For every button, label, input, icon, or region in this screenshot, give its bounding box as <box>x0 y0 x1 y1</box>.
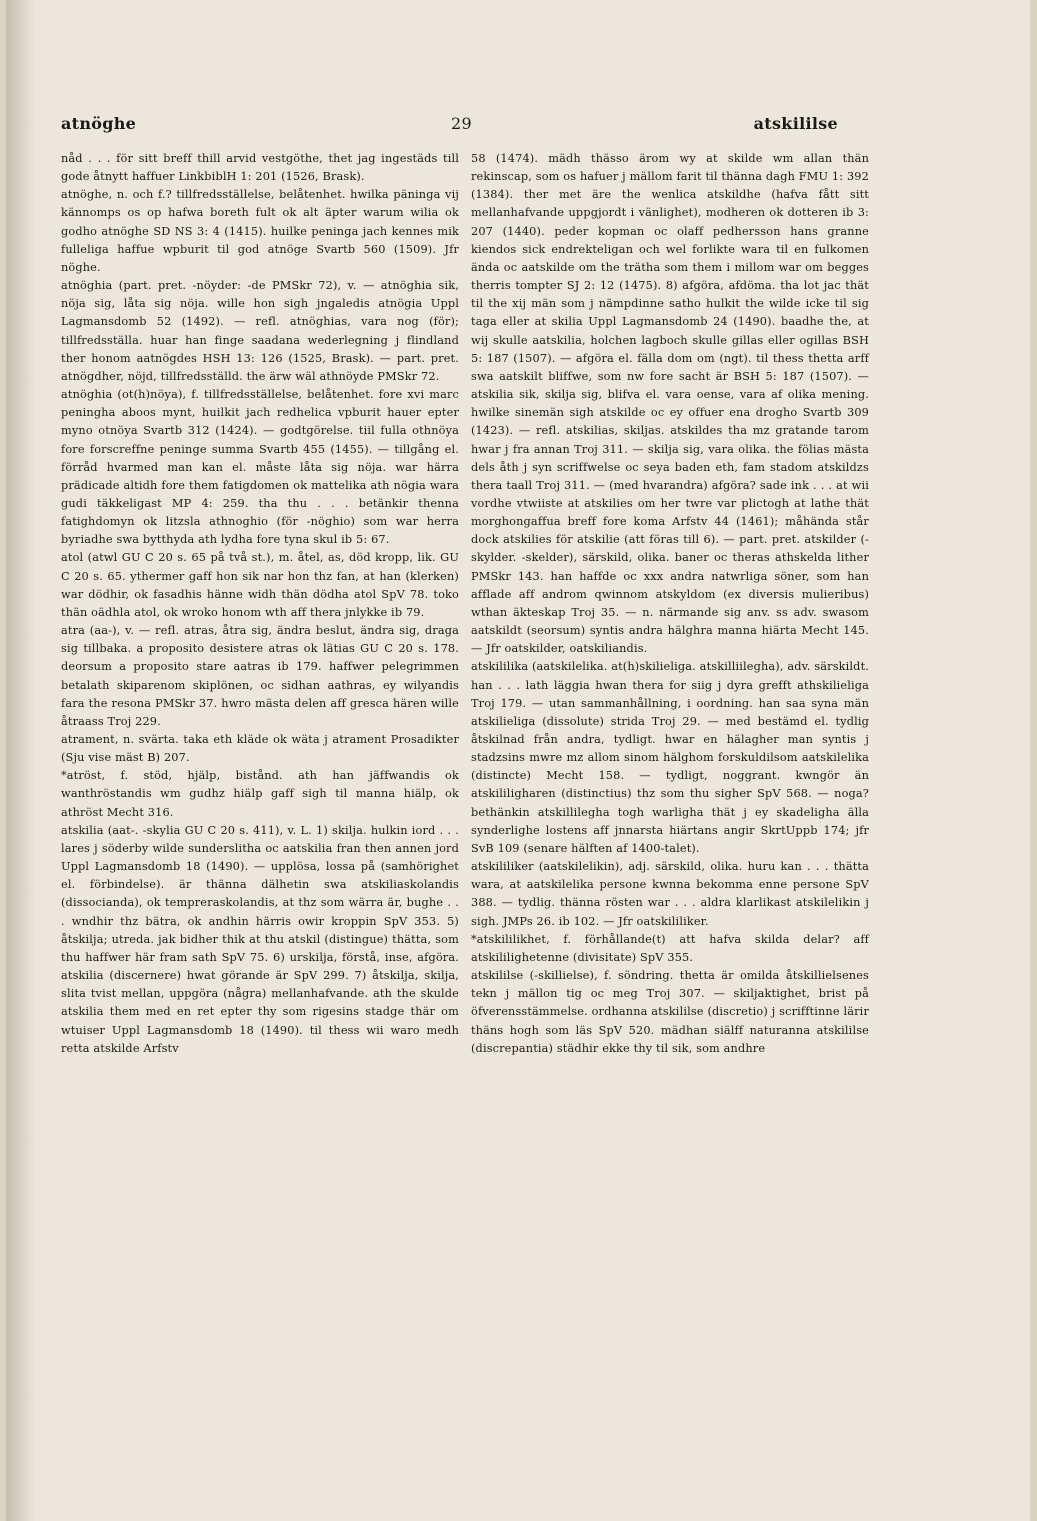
entry-atol: atol (atwl GU C 20 s. 65 på två st.), m. åtel, as, död kropp, lik. GU C 20 s. 65. ythermer gaff hon sik nar hon thz fan, at han (klerken) war dödhir, ok fasadhis hänne widh thän dödha atol SpV 78. toko thän oädhla atol, ok wroko honom wth aff thera jnlykke ib 79. <box>61 551 459 619</box>
entry-atskililikhet: *atskililikhet, f. förhållande(t) att hafva skilda delar? aff atskililighetenne (divisitate) SpV 355. <box>471 932 869 964</box>
entry-atrost: *atröst, f. stöd, hjälp, bistånd. ath han jäffwandis ok wanthröstandis wm gudhz hiälp gaff sigh til manna hiälp, ok athröst Mecht 316. <box>61 769 459 819</box>
page-number: 29 <box>451 114 472 133</box>
running-head-right: atskililse <box>753 114 838 133</box>
entry-atskilia-continued: 58 (1474). mädh thässo ärom wy at skilde wm allan thän rekinscap, som os hafuer j mällom farit til thänna dagh FMU 1: 392 (1384). ther met äre the wenlica atskildhe (hafva fått sitt mellanhafvande uppgjordt i vänlighet), modheren ok dotteren ib 3: 207 (1440). peder kopman oc olaff pedhersson hans granne kiendos sick endrekteligan och wel forlikte wara til en fulkomen ända oc aatskilde om the trätha som them i millom war om begges therris tompter SJ 2: 12 (1475). 8) afgöra, afdöma. tha lot jac thät til the xij män som j nämpdinne satho hulkit the wilde icke til sig taga eller at skilia Uppl Lagmansdomb 24 (1490). baadhe the, at wij skulle aatskilia, holchen lagboch skulle gillas eller ogillas BSH 5: 187 (1507). — afgöra el. fälla dom om (ngt). til thess thetta arff swa aatskilt bliffwe, som nw fore sacht är BSH 5: 187 (1507). — atskilia sik, skilja sig, blifva el. vara oense, vara af olika mening. hwilke sinemän sigh atskilde oc ey offuer ena drogho Svartb 309 (1423). — refl. atskilias, skiljas. atskildes tha mz gratande tarom hwar j fra annan Troj 311. — skilja sig, vara olika. the fölias mästa dels åth j syn scriffwelse oc seya baden eth, fam stadom atskildzs thera taall Troj 311. — (med hvarandra) afgöra? sade ink . . . at wii vordhe vtwiiste at atskilies om her twre var plictogh at lathe thät morghongaffua breff fore koma Arfstv 44 (1461); måhända står dock atskilies för atskilie (att föras till 6). — part. pret. atskilder (-skylder. -skelder), särskild, olika. baner oc theras athskelda lither PMSkr 143. han haffde oc xxx andra natwrliga söner, som han afflade aff androm qwinnom atskyldom (ex diversis mulieribus) wthan äkteskap Troj 35. — n. närmande sig anv. ss adv. swasom aatskildt (seorsum) syntis andra hälghra manna hiärta Mecht 145. — Jfr oatskilder, oatskiliandis. <box>471 152 869 656</box>
right-column <box>471 150 869 1058</box>
entry-atnoghe: atnöghe, n. och f.? tillfredsställelse, belåtenhet. hwilka päninga vij kännomps os op hafwa boreth fult ok alt äpter warum wilia ok godho atnöghe SD NS 3: 4 (1415). huilke peninga jach kennes mik fulleliga haffue wpburit til god atnöge Svartb 560 (1509). Jfr nöghe. <box>61 188 459 274</box>
entry-continuation: nåd . . . för sitt breff thill arvid vestgöthe, thet jag ingestäds till gode åtnytt haffuer LinkbiblH 1: 201 (1526, Brask). <box>61 152 459 184</box>
entry-atrament: atrament, n. svärta. taka eth kläde ok wäta j atrament Prosadikter (Sju vise mäst B) 207. <box>61 733 459 765</box>
entry-atnoghia-verb: atnöghia (part. pret. -nöyder: -de PMSkr 72), v. — atnöghia sik, nöja sig, låta sig nöja. wille hon sigh jngaledis atnögia Uppl Lagmansdomb 52 (1492). — refl. atnöghias, vara nog (för); tillfredsställa. huar han finge saadana wederlegning j flindland ther honom aatnögdes HSH 13: 126 (1525, Brask). — part. pret. atnögdher, nöjd, tillfredsställd. the ärw wäl athnöyde PMSkr 72. <box>61 279 459 383</box>
entry-atskililiker: atskililiker (aatskilelikin), adj. särskild, olika. huru kan . . . thätta wara, at aatskilelika persone kwnna bekomma enne persone SpV 388. — tydlig. thänna rösten war . . . aldra klarlikast atskilelikin j sigh. JMPs 26. ib 102. — Jfr oatskililiker. <box>471 860 869 928</box>
entry-atnoghia-noun: atnöghia (ot(h)nöya), f. tillfredsställelse, belåtenhet. fore xvi marc peningha aboos mynt, huilkit jach redhelica vpburit hauer epter myno otnöya Svartb 312 (1424). — godtgörelse. tiil fulla othnöya fore forscreffne peninge summa Svartb 455 (1455). — tillgång el. förråd hvarmed man kan el. måste låta sig nöja. war härra prädicade altidh fore them fatigdomen ok mattelika ath nögia wara gudi täkkeligast MP 4: 259. tha thu . . . betänkir thenna fatighdomyn ok litzsla athnoghio (för -nöghio) som war herra byriadhe swa bytthyda ath lydha fore tyna skul ib 5: 67. <box>61 388 459 547</box>
dictionary-page <box>6 0 1030 1521</box>
entry-atskililika: atskililika (aatskilelika. at(h)skilieliga. atskilliilegha), adv. särskildt. han . . . lath läggia hwan thera for siig j dyra grefft athskilieliga Troj 179. — utan sammanhållning, i oordning. han saa syna män atskilieliga (dissolute) strida Troj 29. — med bestämd el. tydlig åtskilnad från andra, tydligt. hwar en hälagher man syntis j stadzsins mwre mz allom sinom hälghom forskuldilsom aatskilelika (distincte) Mecht 158. — tydligt, noggrant. kwngör än atskililigharen (distinctius) thz som thu sigher SpV 568. — noga? bethänkin atskillilegha togh warligha thät j ey skadeligha älla synderlighe lostens aff jnnarsta hiärtans angir SkrtUppb 174; jfr SvB 109 (senare hälften af 1400-talet). <box>471 660 869 855</box>
entry-atra: atra (aa-), v. — refl. atras, åtra sig, ändra beslut, ändra sig, draga sig tillbaka. a proposito desistere atras ok lätias GU C 20 s. 178. deorsum a proposito stare aatras ib 179. haffwer pelegrimmen betalath skiparenom skiplönen, oc sidhan aathras, ey wilyandis fara the resona PMSkr 37. hwro mästa delen aff gresca hären wille åtraass Troj 229. <box>61 624 459 728</box>
left-column <box>61 150 459 1058</box>
running-head-left: atnöghe <box>61 114 137 133</box>
entry-atskililse: atskililse (-skillielse), f. söndring. thetta är omilda åtskillielsenes tekn j mällon tig oc meg Troj 307. — skiljaktighet, brist på öfverensstämmelse. ordhanna atskililse (discretio) j scrifftinne lärir thäns hogh som läs SpV 520. mädhan siälff naturanna atskililse (discrepantia) städhir ekke thy til sik, som andhre <box>471 969 869 1055</box>
entry-atskilia: atskilia (aat-. -skylia GU C 20 s. 411), v. L. 1) skilja. hulkin iord . . . lares j söderby wilde sunderslitha oc aatskilia fran then annen jord Uppl Lagmansdomb 18 (1490). — upplösa, lossa på (samhörighet el. förbindelse). är thänna dälhetin swa atskiliaskolandis (dissocianda), ok tempreraskolandis, at thz som wärra är, bughe . . . wndhir thz bätra, ok andhin härris owir kroppin SpV 353. 5) åtskilja; utreda. jak bidher thik at thu atskil (distingue) thätta, som thu haffwer här fram sath SpV 75. 6) urskilja, förstå, inse, afgöra. atskilia (discernere) hwat görande är SpV 299. 7) åtskilja, skilja, slita tvist mellan, uppgöra (några) mellanhafvande. ath the skulde atskilia them med en ret epter thy som rigesins stadge thär om wtuiser Uppl Lagmansdomb 18 (1490). til thess wii waro medh retta atskilde Arfstv <box>61 823 459 1055</box>
gutter-shadow <box>6 0 36 1521</box>
